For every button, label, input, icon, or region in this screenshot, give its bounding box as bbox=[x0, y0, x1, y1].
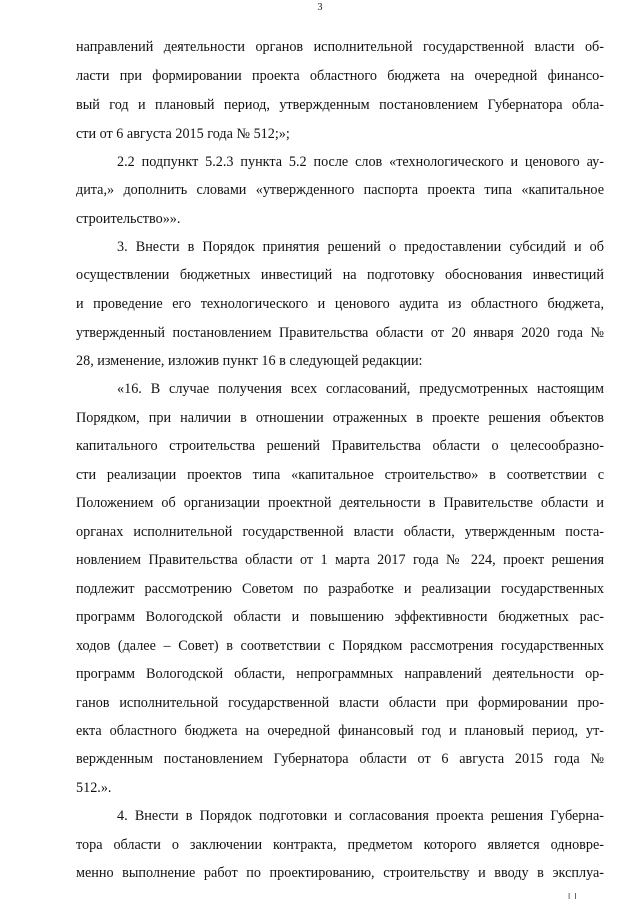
text-line: тора области о заключении контракта, предметом которого является одновре- bbox=[76, 837, 604, 853]
text-line: программ Вологодской области, непрограммных направлений деятельности ор- bbox=[76, 666, 604, 682]
text-line: вый год и плановый период, утвержденным постановлением Губернатора обла- bbox=[76, 97, 604, 113]
text-line: 28, изменение, изложив пункт 16 в следующей редакции: bbox=[76, 353, 423, 369]
text-line: направлений деятельности органов исполнительной государственной власти об- bbox=[76, 39, 604, 55]
text-line: екта областного бюджета на очередной финансовый год и плановый период, ут- bbox=[76, 723, 604, 739]
text-line: сти реализации проектов типа «капитальное строительство» в соответствии с bbox=[76, 467, 604, 483]
text-line: программ Вологодской области и повышению эффективности бюджетных рас- bbox=[76, 609, 604, 625]
text-line: ганов исполнительной государственной власти области при формировании про- bbox=[76, 695, 604, 711]
text-line: менно выполнение работ по проектированию, строительству и вводу в эксплуа- bbox=[76, 865, 604, 881]
scan-mark: I I bbox=[568, 892, 578, 901]
text-line: ласти при формировании проекта областного бюджета на очередной финансо- bbox=[76, 68, 604, 84]
text-line: осуществлении бюджетных инвестиций на подготовку обоснования инвестиций bbox=[76, 267, 604, 283]
text-line: 3. Внести в Порядок принятия решений о предоставлении субсидий и об bbox=[117, 239, 604, 255]
text-line: органах исполнительной государственной власти области, утвержденным поста- bbox=[76, 524, 604, 540]
text-line: и проведение его технологического и ценового аудита из областного бюджета, bbox=[76, 296, 604, 312]
text-line: вержденным постановлением Губернатора области от 6 августа 2015 года № bbox=[76, 751, 604, 767]
text-line: Порядком, при наличии в отношении отраженных в проекте решения объектов bbox=[76, 410, 604, 426]
text-line: ходов (далее – Совет) в соответствии с Порядком рассмотрения государственных bbox=[76, 638, 604, 654]
text-line: подлежит рассмотрению Советом по разработке и реализации государственных bbox=[76, 581, 604, 597]
text-line: 4. Внести в Порядок подготовки и согласования проекта решения Губерна- bbox=[117, 808, 604, 824]
text-line: новлением Правительства области от 1 марта 2017 года № 224, проект решения bbox=[76, 552, 604, 568]
text-line: дита,» дополнить словами «утвержденного паспорта проекта типа «капитальное bbox=[76, 182, 604, 198]
text-line: Положением об организации проектной деятельности в Правительстве области и bbox=[76, 495, 604, 511]
text-line: 512.». bbox=[76, 780, 112, 796]
text-line: строительство»». bbox=[76, 211, 181, 227]
text-line: «16. В случае получения всех согласований, предусмотренных настоящим bbox=[117, 381, 604, 397]
text-line: сти от 6 августа 2015 года № 512;»; bbox=[76, 126, 290, 142]
page-number: 3 bbox=[317, 2, 323, 13]
text-line: утвержденный постановлением Правительства области от 20 января 2020 года № bbox=[76, 325, 604, 341]
text-line: 2.2 подпункт 5.2.3 пункта 5.2 после слов «технологического и ценового ау- bbox=[117, 154, 604, 170]
text-line: капитального строительства решений Правительства области о целесообразно- bbox=[76, 438, 604, 454]
